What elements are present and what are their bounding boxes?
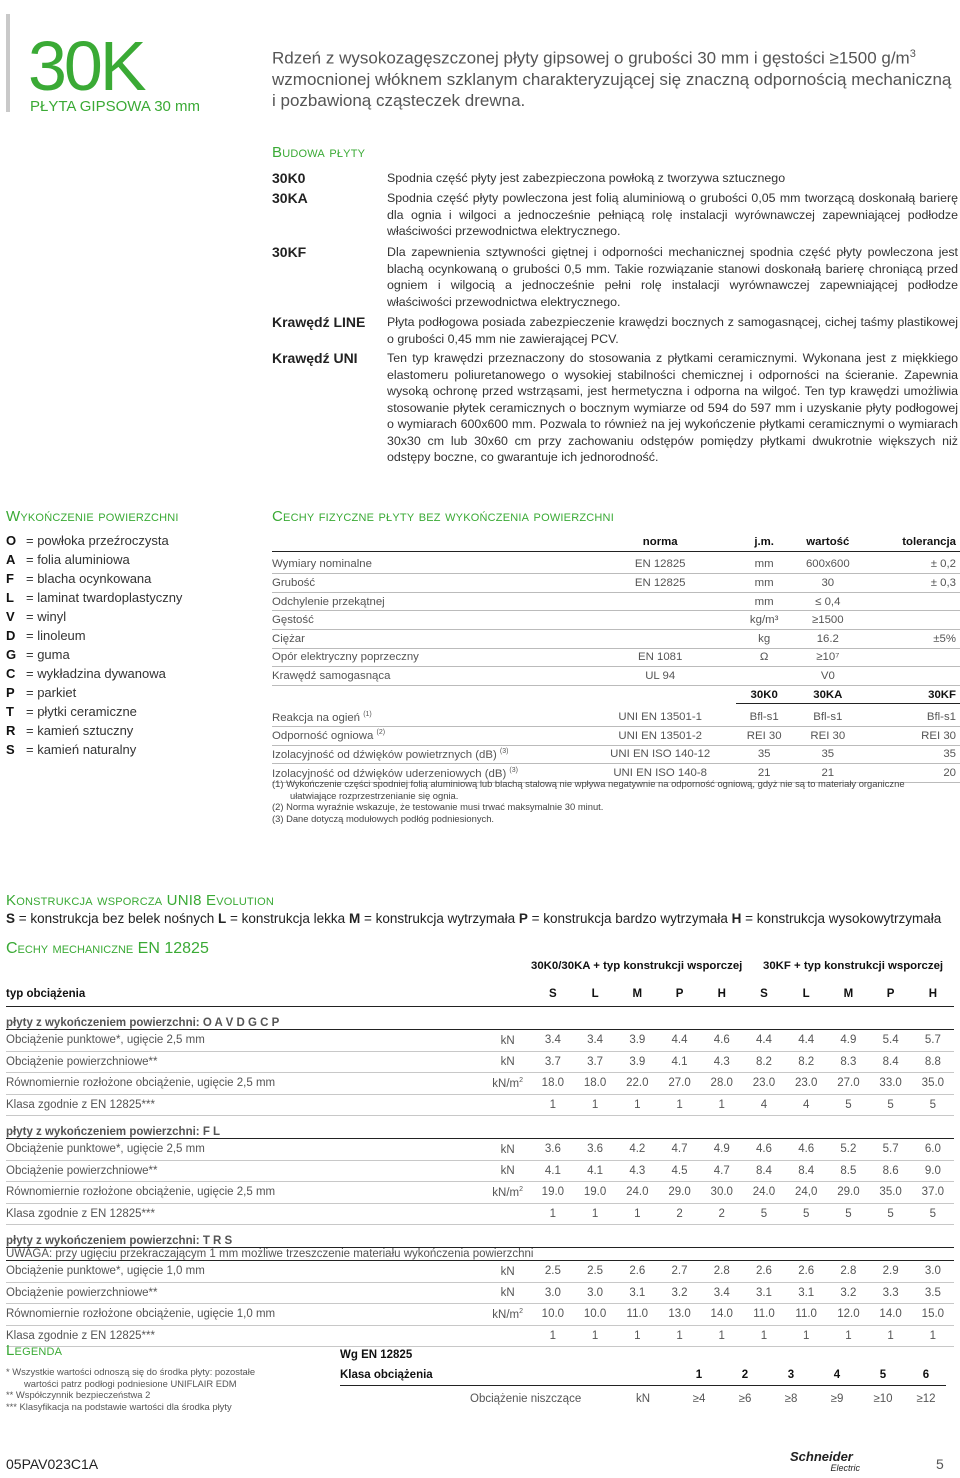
cell-value: 2.6: [616, 1261, 658, 1283]
cell-value: 29.0: [827, 1182, 869, 1204]
cell-value: 4.3: [616, 1160, 658, 1182]
row-label: Obciążenie powierzchniowe**: [6, 1160, 484, 1182]
cell-value: 10.0: [574, 1304, 616, 1326]
cell-value: 3.3: [870, 1282, 912, 1304]
row-unit: $kN/m^2$: [484, 1073, 532, 1095]
row-unit: $kN/m^2$: [484, 1304, 532, 1326]
warning-text: UWAGA: przy ugięciu przekraczającym 1 mm możliwe trzeszczenie materiału wykończenia powierzchni: [6, 1248, 954, 1261]
row-label: Równomiernie rozłożone obciążenie, ugięcie 2,5 mm: [6, 1182, 484, 1204]
table-row: Obciążenie niszczące kN ≥4 ≥6 ≥8 ≥9 ≥10 ≥12: [470, 1393, 936, 1405]
legend-item: ** Współczynnik bezpieczeństwa 2: [6, 1389, 151, 1401]
cell-value: 4.4: [785, 1030, 827, 1052]
klasa-table: [340, 1345, 946, 1412]
section-title: płyty z wykończeniem powierzchni: F L: [6, 1126, 221, 1138]
cell-value: 15.0: [912, 1304, 954, 1326]
cell-value: 12.0: [827, 1304, 869, 1326]
warning-row: [6, 1248, 954, 1261]
cechy-fizyczne-title: Cechy fizyczne płyty bez wykończenia powierzchni: [272, 508, 614, 525]
table-row: [6, 1203, 954, 1225]
cell-value: 23.0: [743, 1073, 785, 1095]
table-header: Klasa obciążenia 1 2 3 4 5 6: [340, 1365, 946, 1386]
cell-value: 4.6: [785, 1139, 827, 1161]
table-row: Grubość EN 12825 mm 30 ± 0,3: [272, 574, 960, 593]
budowa-row: 30KF Dla zapewnienia sztywności giętnej i odporności mechanicznej spodnia część płyty powleczona jest blachą ocynkowaną o grubości 0,5 mm. Takie rozwiązanie stanowi doskonałą barierę chroniącą przed ogniem i wilgocią a jednocześnie pełni rolę instalacji wyrównawczej zapewniającej podłodze właściwości przewodnictwa elektrycznego.: [272, 244, 958, 309]
budowa-row: 30K0 Spodnia część płyty jest zabezpieczona powłoką z tworzywa sztucznego: [272, 170, 786, 186]
cell-value: 8.4: [870, 1051, 912, 1073]
legend-item: *** Klasyfikacja na podstawie wartości dla środka płyty: [6, 1400, 232, 1412]
row-unit: kN: [484, 1160, 532, 1182]
cell-value: 4.1: [532, 1160, 574, 1182]
legenda-list: [6, 1366, 256, 1412]
cell-value: 5: [785, 1203, 827, 1225]
cell-value: 8.5: [827, 1160, 869, 1182]
header-bar: [6, 14, 10, 112]
footnotes: [272, 778, 952, 824]
cell-value: 24.0: [616, 1182, 658, 1204]
cell-value: 3.7: [574, 1051, 616, 1073]
cell-value: 4.4: [658, 1030, 700, 1052]
cell-value: 4.2: [616, 1139, 658, 1161]
section-title: płyty z wykończeniem powierzchni: O A V D G C P: [6, 1017, 280, 1029]
footnote: (3) Dane dotyczą modułowych podłóg podniesionych.: [272, 812, 495, 824]
cell-value: 3.9: [616, 1030, 658, 1052]
cell-value: 5: [827, 1203, 869, 1225]
table-row: Izolacyjność od dźwięków uderzeniowych (dB) $^{(3)}$ UNI EN ISO 140-8 21 21 20: [272, 764, 960, 783]
cell-value: 3.0: [574, 1282, 616, 1304]
group-a-header: 30K0/30KA + typ konstrukcji wsporczej: [531, 960, 743, 972]
list-item: D = linoleum: [6, 628, 86, 643]
cell-value: 1: [616, 1094, 658, 1116]
cell-value: 5: [827, 1094, 869, 1116]
cell-value: 1: [658, 1325, 700, 1347]
table-row: [6, 1139, 954, 1161]
page-number: 5: [936, 1456, 944, 1472]
cell-value: 3.6: [574, 1139, 616, 1161]
cell-value: 35.0: [870, 1182, 912, 1204]
table-row: [6, 1073, 954, 1095]
cell-value: 6.0: [912, 1139, 954, 1161]
table-row: [6, 1304, 954, 1326]
list-item: G = guma: [6, 647, 70, 662]
cell-value: 5.4: [870, 1030, 912, 1052]
cell-value: 5.7: [870, 1139, 912, 1161]
cell-value: 8.4: [785, 1160, 827, 1182]
cell-value: 3.5: [912, 1282, 954, 1304]
legend-item: * Wszystkie wartości odnoszą się do środka płyty: pozostałe wartości patrz podłogi podniesione UNIFLAIR EDM: [6, 1366, 256, 1389]
cell-value: 2.5: [532, 1261, 574, 1283]
table-row: Izolacyjność od dźwięków powietrznych (dB) $^{(3)}$ UNI EN ISO 140-12 35 35 35: [272, 745, 960, 764]
table-row: Krawędź samogasnąca UL 94 V0: [272, 667, 960, 686]
row-unit: kN: [484, 1282, 532, 1304]
row-label: Klasa zgodnie z EN 12825***: [6, 1325, 484, 1347]
list-item: P = parkiet: [6, 685, 77, 700]
cell-value: 1: [616, 1325, 658, 1347]
cell-value: 4.7: [658, 1139, 700, 1161]
cell-value: 2: [701, 1203, 743, 1225]
cell-value: 13.0: [658, 1304, 700, 1326]
row-unit: kN: [484, 1051, 532, 1073]
row-label: Obciążenie powierzchniowe**: [6, 1051, 484, 1073]
cell-value: 1: [701, 1094, 743, 1116]
cell-value: 4.6: [743, 1139, 785, 1161]
cell-value: 24.0: [743, 1182, 785, 1204]
budowa-row: Krawędź LINE Płyta podłogowa posiada zabezpieczenie krawędzi bocznych z samogasnącej, cichej taśmy plastikowej o grubości 0,45 mm nie zawierającej PCV.: [272, 314, 958, 346]
list-item: T = płytki ceramiczne: [6, 704, 137, 719]
table-row: [6, 1030, 954, 1052]
cell-value: 5: [870, 1203, 912, 1225]
document-code: 05PAV023C1A: [6, 1456, 99, 1472]
cell-value: 8.4: [743, 1160, 785, 1182]
cell-value: 4.4: [743, 1030, 785, 1052]
cell-value: 14.0: [701, 1304, 743, 1326]
list-item: L = laminat twardoplastyczny: [6, 590, 183, 605]
row-unit: kN: [484, 1030, 532, 1052]
cell-value: 1: [658, 1094, 700, 1116]
cell-value: 4.7: [701, 1160, 743, 1182]
row-label: Obciążenie powierzchniowe**: [6, 1282, 484, 1304]
cell-value: 1: [785, 1325, 827, 1347]
konstrukcja-legend: S = konstrukcja bez belek nośnych L = konstrukcja lekka M = konstrukcja wytrzymała P = konstrukcja bardzo wytrzymała H = konstrukcja wysokowytrzymała: [6, 911, 942, 926]
row-label: Obciążenie punktowe*, ugięcie 2,5 mm: [6, 1139, 484, 1161]
list-item: R = kamień sztuczny: [6, 723, 134, 738]
table-row: Odporność ogniowa $^{(2)}$ UNI EN 13501-2 REI 30 REI 30 REI 30: [272, 726, 960, 745]
cell-value: 3.1: [616, 1282, 658, 1304]
cell-value: 1: [743, 1325, 785, 1347]
cell-value: 1: [870, 1325, 912, 1347]
cell-value: 11.0: [616, 1304, 658, 1326]
cell-value: 1: [532, 1094, 574, 1116]
cechy-fizyczne-table: [272, 533, 960, 783]
cell-value: 14.0: [870, 1304, 912, 1326]
table-row: Odchylenie przekątnej mm ≤ 0,4: [272, 592, 960, 611]
row-label: Klasa zgodnie z EN 12825***: [6, 1203, 484, 1225]
table-row: Reakcja na ogień $^{(1)}$ UNI EN 13501-1 Bfl-s1 Bfl-s1 Bfl-s1: [272, 708, 960, 726]
legenda-title: Legenda: [6, 1342, 63, 1359]
row-unit: kN: [484, 1139, 532, 1161]
cell-value: 3.7: [532, 1051, 574, 1073]
cell-value: 3.0: [912, 1261, 954, 1283]
footnote: (1) Wykończenie części spodniej folią aluminiową lub blachą stalową nie wpływa negatywnie na odporność ogniową, gdyż nie są to materiały organiczne ułatwiające rozprzestrzenianie się ognia.: [272, 778, 905, 801]
wg-label: Wg EN 12825: [340, 1349, 413, 1361]
product-code: 30K: [28, 27, 144, 105]
cell-value: 3.4: [574, 1030, 616, 1052]
cell-value: 9.0: [912, 1160, 954, 1182]
product-subtitle: PŁYTA GIPSOWA 30 mm: [30, 98, 201, 115]
cell-value: 4.6: [701, 1030, 743, 1052]
budowa-row: 30KA Spodnia część płyty powleczona jest folią aluminiową o grubości 0,05 mm tworzącą doskonałą barierę dla ognia i wilgoci a jednocześnie pełniącą rolę instalacji wyrównawczej zapewniającej podłodze właściwości przewodnictwa elektrycznego.: [272, 190, 958, 238]
table-row: [6, 1051, 954, 1073]
cell-value: 2.6: [785, 1261, 827, 1283]
cell-value: 24,0: [785, 1182, 827, 1204]
cell-value: 2.9: [870, 1261, 912, 1283]
cell-value: 29.0: [658, 1182, 700, 1204]
cell-value: 22.0: [616, 1073, 658, 1095]
table-row: [6, 1325, 954, 1347]
cell-value: 5.7: [912, 1030, 954, 1052]
row-unit: kN: [484, 1261, 532, 1283]
cell-value: 27.0: [827, 1073, 869, 1095]
cell-value: 2: [658, 1203, 700, 1225]
cell-value: 3.4: [532, 1030, 574, 1052]
cell-value: 3.9: [616, 1051, 658, 1073]
cell-value: 3.6: [532, 1139, 574, 1161]
cell-value: 5.2: [827, 1139, 869, 1161]
cell-value: 28.0: [701, 1073, 743, 1095]
cell-value: 19.0: [532, 1182, 574, 1204]
cell-value: 5: [743, 1203, 785, 1225]
row-unit: [484, 1203, 532, 1225]
budowa-title: Budowa płyty: [272, 144, 366, 161]
cell-value: 27.0: [658, 1073, 700, 1095]
cell-value: 4.5: [658, 1160, 700, 1182]
cell-value: 4: [743, 1094, 785, 1116]
list-item: V = winyl: [6, 609, 67, 624]
row-label: Obciążenie punktowe*, ugięcie 1,0 mm: [6, 1261, 484, 1283]
row-label: Klasa zgodnie z EN 12825***: [6, 1094, 484, 1116]
cell-value: 19.0: [574, 1182, 616, 1204]
table-row: Gęstość kg/m³ ≥1500: [272, 611, 960, 630]
cell-value: 2.7: [658, 1261, 700, 1283]
cell-value: 1: [574, 1203, 616, 1225]
cell-value: 4.1: [574, 1160, 616, 1182]
cell-value: 1: [532, 1203, 574, 1225]
cell-value: 37.0: [912, 1182, 954, 1204]
table-header: norma j.m. wartość tolerancja: [272, 533, 960, 551]
table-subheader: 30K0 30KA 30KF: [272, 685, 960, 704]
section-title-row: [6, 1225, 954, 1248]
table-row: Ciężar kg 16.2 ±5%: [272, 629, 960, 648]
cell-value: 1: [827, 1325, 869, 1347]
footnote: (2) Norma wyraźnie wskazuje, że testowanie musi trwać maksymalnie 30 minut.: [272, 801, 604, 813]
row-label: Obciążenie punktowe*, ugięcie 2,5 mm: [6, 1030, 484, 1052]
cell-value: 18.0: [574, 1073, 616, 1095]
cell-value: 3.2: [658, 1282, 700, 1304]
list-item: F = blacha ocynkowana: [6, 571, 152, 586]
cechy-mechaniczne-title: Cechy mechaniczne EN 12825: [6, 940, 209, 957]
konstrukcja-title: Konstrukcja wsporcza UNI8 Evolution: [6, 892, 275, 909]
table-row: [6, 1261, 954, 1283]
row-unit: [484, 1325, 532, 1347]
cell-value: 1: [701, 1325, 743, 1347]
list-item: A = folia aluminiowa: [6, 552, 130, 567]
list-item: C = wykładzina dywanowa: [6, 666, 166, 681]
intro-text: Rdzeń z wysokozagęszczonej płyty gipsowej o grubości 30 mm i gęstości ≥1500 $g/m^3$ wzmocnionej włóknem szklanym charakteryzującej się znaczną odpornością mechaniczną i pozbawioną cząsteczek drewna.: [272, 48, 952, 110]
cell-value: 8.8: [912, 1051, 954, 1073]
cell-value: 1: [574, 1325, 616, 1347]
schneider-logo: Schneider Electric: [790, 1449, 860, 1473]
cell-value: 4.3: [701, 1051, 743, 1073]
cell-value: 5: [870, 1094, 912, 1116]
cell-value: 4.9: [827, 1030, 869, 1052]
cell-value: 2.5: [574, 1261, 616, 1283]
cell-value: 8.2: [743, 1051, 785, 1073]
cell-value: 2.8: [827, 1261, 869, 1283]
cell-value: 2.6: [743, 1261, 785, 1283]
cell-value: 30.0: [701, 1182, 743, 1204]
row-unit: $kN/m^2$: [484, 1182, 532, 1204]
budowa-row: Krawędź UNI Ten typ krawędzi przeznaczony do stosowania z płytkami ceramicznymi. Wykonana jest z miękkiego elastomeru poliuretanowego o wysokiej stabilności chemicznej i odporności na ścieranie. Zapewnia wysoką ochronę przed wstrząsami, jest hermetyczna i odporna na wilgoć. Ten typ krawędzi umożliwia stosowanie płytek ceramicznych o bocznym wymiarze od 594 do 597 mm i uzyskanie płyty podłogowej o wymiarach 600x600 mm. Pozwala to również na jej wykończenie płytkami ceramicznymi o wymiarach 30x30 cm lub 30x60 cm przy zachowaniu odstępów pomiędzy płytkami dwukrotnie większych niż odstępy boczne, co gwarantuje ich jednorodność.: [272, 350, 958, 464]
cell-value: 1: [532, 1325, 574, 1347]
group-b-header: 30KF + typ konstrukcji wsporczej: [763, 960, 944, 972]
cell-value: 3.1: [743, 1282, 785, 1304]
cell-value: 4.9: [701, 1139, 743, 1161]
table-row: [6, 1182, 954, 1204]
section-title-row: [6, 1007, 954, 1030]
cechy-mechaniczne-table: [6, 982, 954, 1347]
cell-value: 11.0: [743, 1304, 785, 1326]
cell-value: 8.2: [785, 1051, 827, 1073]
cell-value: 23.0: [785, 1073, 827, 1095]
cell-value: 10.0: [532, 1304, 574, 1326]
section-title: płyty z wykończeniem powierzchni: T R S: [6, 1235, 233, 1247]
cell-value: 3.4: [701, 1282, 743, 1304]
cell-value: 2.8: [701, 1261, 743, 1283]
cell-value: 1: [912, 1325, 954, 1347]
row-label: Równomiernie rozłożone obciążenie, ugięcie 2,5 mm: [6, 1073, 484, 1095]
cell-value: 4: [785, 1094, 827, 1116]
list-item: S = kamień naturalny: [6, 742, 137, 757]
cell-value: 5: [912, 1094, 954, 1116]
table-header: typ obciążenia S L M P H S L M P H: [6, 982, 954, 1007]
table-row: [6, 1160, 954, 1182]
row-label: Równomiernie rozłożone obciążenie, ugięcie 1,0 mm: [6, 1304, 484, 1326]
cell-value: 1: [616, 1203, 658, 1225]
cell-value: 1: [574, 1094, 616, 1116]
cell-value: 8.6: [870, 1160, 912, 1182]
row-unit: [484, 1094, 532, 1116]
cell-value: 3.0: [532, 1282, 574, 1304]
cell-value: 35.0: [912, 1073, 954, 1095]
cell-value: 18.0: [532, 1073, 574, 1095]
wykonczenie-title: Wykończenie powierzchni: [6, 508, 179, 525]
table-row: [6, 1094, 954, 1116]
table-row: [6, 1282, 954, 1304]
cell-value: 11.0: [785, 1304, 827, 1326]
cell-value: 4.1: [658, 1051, 700, 1073]
section-title-row: [6, 1116, 954, 1139]
table-row: Wymiary nominalne EN 12825 mm 600x600 ± 0,2: [272, 556, 960, 574]
cell-value: 8.3: [827, 1051, 869, 1073]
cell-value: 5: [912, 1203, 954, 1225]
wykonczenie-list: [6, 531, 182, 759]
cell-value: 33.0: [870, 1073, 912, 1095]
list-item: O = powłoka przeźroczysta: [6, 533, 169, 548]
table-row: Opór elektryczny poprzeczny EN 1081 Ω ≥10⁷: [272, 648, 960, 667]
cell-value: 3.2: [827, 1282, 869, 1304]
cell-value: 3.1: [785, 1282, 827, 1304]
